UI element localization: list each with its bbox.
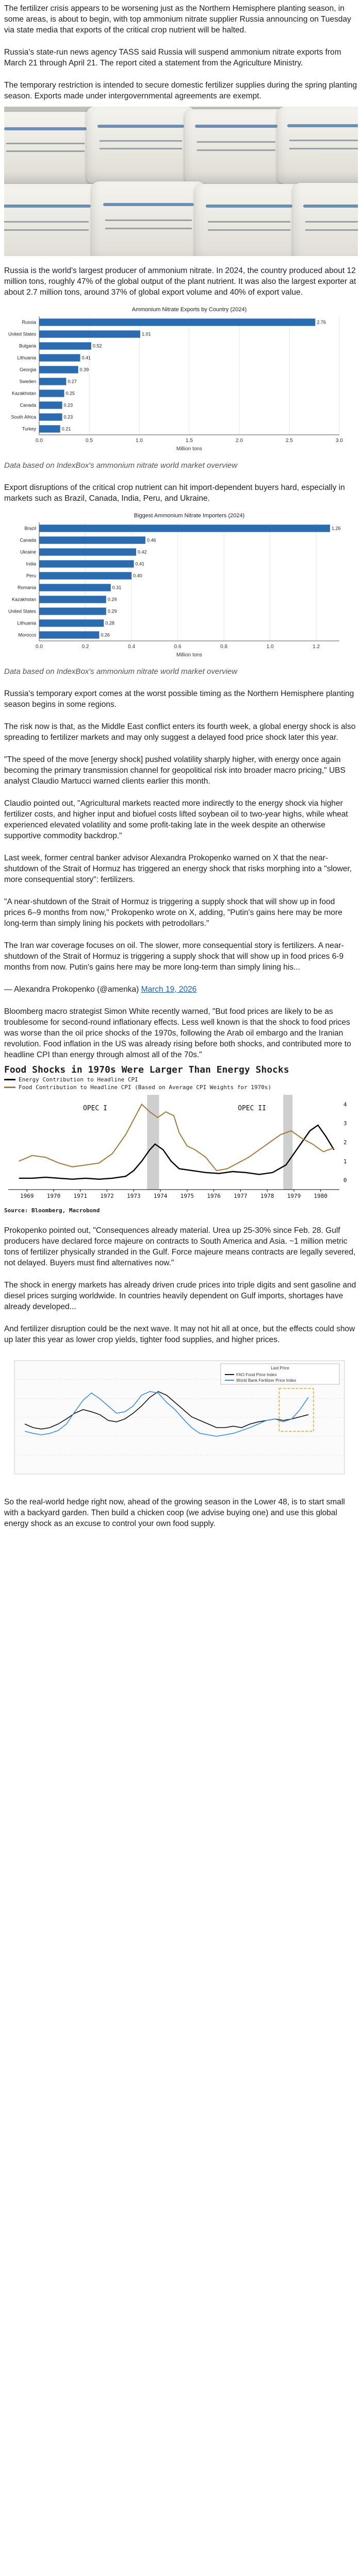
importers-value-label: 0.46 (146, 537, 156, 543)
importers-category-label: Kazakhstan (11, 597, 36, 602)
exports-value-label: 0.25 (65, 391, 75, 396)
importers-value-label: 0.29 (107, 597, 117, 602)
importers-bar (39, 572, 131, 579)
exports-x-tick-label: 1.0 (136, 438, 143, 444)
paragraph-2: Russia's state-run news agency TASS said Russia will suspend ammonium nitrate exports from March 21 through April 21. The report cited a statement from the Agriculture Ministry. (4, 48, 341, 67)
food-y-tick-label: 4 (343, 1101, 347, 1108)
paragraph-11: "A near-shutdown of the Strait of Hormuz is triggering a supply shock that will show up in food prices 6–9 months from now," Prokopenko wrote on X, adding, "Putin's gains here may be more long-term than simply lining his pockets with petrodollars." (4, 897, 342, 928)
fao-legend (221, 1364, 339, 1384)
exports-value-label: 0.52 (92, 343, 102, 349)
fao-legend-entry: FAO Food Price Index (236, 1372, 277, 1377)
legend-energy: Energy Contribution to Headline CPI (4, 1076, 358, 1083)
exports-category-label: Bulgaria (19, 343, 36, 349)
exports-value-label: 0.21 (61, 426, 71, 432)
importers-value-label: 0.26 (101, 632, 110, 638)
importers-bar (39, 560, 134, 567)
paragraph-3: The temporary restriction is intended to secure domestic fertilizer supplies during the spring planting season. Exports made under intergovernmental agreements are exempt. (4, 81, 357, 100)
food-x-tick-label: 1972 (100, 1193, 114, 1199)
importers-x-tick-label: 0.8 (220, 644, 228, 650)
exports-category-label: Kazakhstan (11, 391, 36, 396)
paragraph-7: The risk now is that, as the Middle East conflict enters its fourth week, a global energy shock is also spreading to fertilizer markets and may only suggest a delayed food price shock later this year. (4, 722, 356, 742)
food-shaded-period (283, 1095, 292, 1190)
exports-bar (39, 389, 64, 397)
importers-x-axis-label: Million tons (176, 652, 203, 658)
paragraph-6: Russia's temporary export comes at the worst possible timing as the Northern Hemisphere planting season begins in some regions. (4, 689, 354, 709)
fao-fertilizer-line-chart (4, 1350, 358, 1489)
importers-value-label: 0.42 (138, 549, 147, 555)
fertilizer-bags-photo (4, 107, 358, 256)
paragraph-1: The fertilizer crisis appears to be worsening just as the Northern Hemisphere planting season, in some areas, is about to begin, with top ammonium nitrate supplier Russia announcing on Tuesday via state media that exports of the critical crop nutrient will be halted. (4, 4, 351, 35)
importers-x-tick-label: 1.2 (312, 644, 320, 650)
importers-x-tick-label: 0.2 (81, 644, 89, 650)
exports-category-label: Lithuania (17, 355, 36, 361)
exports-x-tick-label: 1.5 (186, 438, 193, 444)
exports-chart (4, 303, 358, 457)
importers-bar (39, 596, 106, 603)
food-y-tick-label: 0 (343, 1177, 347, 1184)
exports-category-label: United States (8, 331, 36, 337)
food-energy-line-chart (4, 1092, 358, 1205)
tweet-author: — Alexandra Prokopenko (@amenka) (4, 985, 141, 994)
exports-category-label: Sweden (19, 379, 36, 384)
importers-category-label: Morocco (18, 632, 36, 638)
exports-category-label: South Africa (11, 414, 36, 420)
exports-x-tick-label: 2.5 (286, 438, 293, 444)
paragraph-4: Russia is the world's largest producer of ammonium nitrate. In 2024, the country produced about 12 million tons, roughly 47% of the global output of the plant nutrient. It was also the largest exporter at about 2.7 million tons, around 37% of global export volume and 40% of export value. (4, 266, 356, 297)
fao-legend-title: Last Price (271, 1366, 289, 1370)
exports-category-label: Turkey (22, 426, 36, 432)
food-x-tick-label: 1973 (127, 1193, 141, 1199)
paragraph-17: And fertilizer disruption could be the next wave. It may not hit all at once, but the effects could show up later this year as lower crop yields, tighter food supplies, and higher prices. (4, 1325, 355, 1344)
exports-bar (39, 401, 62, 409)
food-shock-figure (4, 1064, 358, 1214)
importers-category-label: Canada (20, 537, 36, 543)
importers-category-label: India (26, 561, 36, 567)
exports-value-label: 1.01 (141, 331, 151, 337)
food-label-opec1: OPEC I (83, 1105, 107, 1112)
paragraph-5: Export disruptions of the critical crop nutrient can hit import-dependent buyers hard, especially in markets such as Brazil, Canada, India, Peru, and Ukraine. (4, 483, 345, 503)
food-x-tick-label: 1975 (180, 1193, 194, 1199)
food-chart-title: Food Shocks in 1970s Were Larger Than Energy Shocks (4, 1064, 289, 1075)
exports-category-label: Georgia (19, 367, 36, 372)
exports-x-tick-label: 0.0 (36, 438, 43, 444)
importers-value-label: 0.29 (107, 608, 117, 614)
exports-value-label: 0.23 (63, 414, 73, 420)
importers-value-label: 0.40 (133, 573, 142, 579)
exports-bar (39, 318, 315, 326)
paragraph-16: The shock in energy markets has already driven crude prices into triple digits and sent gasoline and diesel prices surging worldwide. In countries heavily dependent on Gulf imports, shortages have already developed... (4, 1281, 356, 1311)
importers-category-label: United States (8, 608, 36, 614)
food-x-tick-label: 1974 (153, 1193, 168, 1199)
importers-bar (39, 631, 99, 638)
food-label-opec2: OPEC II (238, 1105, 267, 1112)
importers-x-tick-label: 0.6 (174, 644, 182, 650)
exports-caption: Data based on IndexBox's ammonium nitrate world market overview (4, 461, 238, 470)
exports-bar (39, 354, 80, 361)
exports-bar (39, 366, 78, 373)
exports-x-tick-label: 3.0 (336, 438, 343, 444)
importers-bar (39, 584, 111, 591)
food-x-tick-label: 1970 (46, 1193, 61, 1199)
exports-x-tick-label: 0.5 (86, 438, 93, 444)
importers-chart (4, 509, 358, 664)
paragraph-9: Claudio pointed out, "Agricultural markets reacted more indirectly to the energy shock via higher fertilizer costs, and higher input and biofuel costs lifted soybean oil to two-year highs, while wheat experienced elevated volatility and some profit-taking late in the week despite an otherwise supportive commodity backdrop." (4, 799, 348, 840)
paragraph-12: The Iran war coverage focuses on oil. The slower, more consequential story is fertilizers. A near-shutdown of the Strait of Hormuz is triggering a supply shock that will show up in food prices 6-9 months from now. Putin's gains here may be more long-term than simply lining his... (4, 941, 344, 972)
importers-bar (39, 619, 104, 626)
importers-value-label: 0.41 (135, 561, 145, 567)
fao-fertilizer-chart (4, 1350, 358, 1489)
importers-x-tick-label: 0.4 (128, 644, 136, 650)
importers-category-label: Brazil (24, 526, 36, 531)
exports-bar (39, 378, 66, 385)
food-x-tick-label: 1977 (234, 1193, 248, 1199)
food-x-tick-label: 1978 (260, 1193, 274, 1199)
importers-x-tick-label: 0.0 (36, 644, 43, 650)
paragraph-14: Bloomberg macro strategist Simon White recently warned, "But food prices are likely to be as troublesome for second-round inflationary effects. Less well known is that the shock to food prices was worse than the oil price shocks of the 1970s, following the Arab oil embargo and the Iranian revolution. Food inflation in the US was already rising before both shocks, and contributed more to headline CPI than energy through almost all of the 70s." (4, 1007, 351, 1059)
legend-food: Food Contribution to Headline CPI (Based on Average CPI Weights for 1970s) (4, 1084, 358, 1091)
food-x-tick-label: 1976 (207, 1193, 221, 1199)
exports-x-axis-label: Million tons (176, 446, 203, 452)
importers-value-label: 0.31 (112, 585, 122, 590)
food-chart-source: Source: Bloomberg, Macrobond (4, 1207, 100, 1214)
importers-bar-chart (4, 509, 358, 664)
exports-bar (39, 413, 62, 420)
importers-bar (39, 524, 330, 532)
exports-value-label: 0.41 (81, 355, 91, 361)
exports-value-label: 0.39 (79, 367, 89, 372)
importers-category-label: Romania (17, 585, 36, 590)
exports-title: Ammonium Nitrate Exports by Country (2024) (131, 307, 247, 313)
importers-x-tick-label: 1.0 (266, 644, 274, 650)
paragraph-18: So the real-world hedge right now, ahead of the growing season in the Lower 48, is to start small with a backyard garden. Then build a chicken coop (we advise buying one) and use this global energy shock as an excuse to control your own food supply. (4, 1498, 345, 1528)
paragraph-10: Last week, former central banker advisor Alexandra Prokopenko warned on X that the near-shutdown of the Strait of Hormuz has triggered an energy shock that risks morphing into a "slower, more consequential story": fertilizers. (4, 854, 352, 884)
importers-category-label: Peru (26, 573, 36, 579)
exports-bar-chart (4, 303, 358, 457)
exports-category-label: Russia (22, 319, 36, 325)
importers-bar (39, 607, 106, 615)
exports-category-label: Canada (20, 402, 36, 408)
tweet-date-link[interactable]: March 19, 2026 (141, 985, 197, 994)
paragraph-8: "The speed of the move [energy shock] pushed volatility sharply higher, with energy once again becoming the primary transmission channel for geopolitical risk into broader macro pricing," UBS analyst Claudio Martucci warned clients earlier this month. (4, 755, 345, 786)
food-x-tick-label: 1980 (314, 1193, 328, 1199)
importers-category-label: Ukraine (20, 549, 36, 555)
food-x-tick-label: 1979 (287, 1193, 301, 1199)
exports-value-label: 0.27 (68, 379, 77, 384)
food-y-tick-label: 1 (343, 1158, 347, 1165)
food-shaded-period (147, 1095, 159, 1190)
food-y-tick-label: 3 (343, 1120, 347, 1127)
fao-legend-entry: World Bank Fertilizer Price Index (236, 1378, 297, 1383)
food-x-tick-label: 1969 (20, 1193, 34, 1199)
importers-bar (39, 536, 145, 544)
importers-value-label: 0.28 (105, 620, 114, 626)
paragraph-15: Prokopenko pointed out, "Consequences already material. Urea up 25-30% since Feb. 28. Gulf producers have declared force majeure on contracts to South America and Asia. ~1 million metric tons of fertilizer physically stranded in the Gulf. Force majeure means contracts are legally severed, not delayed. Buyers must find alternatives now." (4, 1226, 356, 1267)
importers-category-label: Lithuania (17, 620, 36, 626)
importers-caption: Data based on IndexBox's ammonium nitrate world market overview (4, 667, 238, 676)
importers-title: Biggest Ammonium Nitrate Importers (2024) (134, 513, 245, 519)
exports-bar (39, 330, 140, 337)
food-x-tick-label: 1971 (73, 1193, 88, 1199)
food-y-tick-label: 2 (343, 1139, 347, 1146)
exports-bar (39, 342, 91, 349)
exports-bar (39, 425, 60, 432)
tweet-attribution (4, 984, 358, 995)
importers-bar (39, 548, 136, 555)
exports-value-label: 2.76 (317, 319, 326, 325)
importers-value-label: 1.26 (332, 526, 341, 531)
exports-x-tick-label: 2.0 (236, 438, 243, 444)
exports-value-label: 0.23 (63, 402, 73, 408)
